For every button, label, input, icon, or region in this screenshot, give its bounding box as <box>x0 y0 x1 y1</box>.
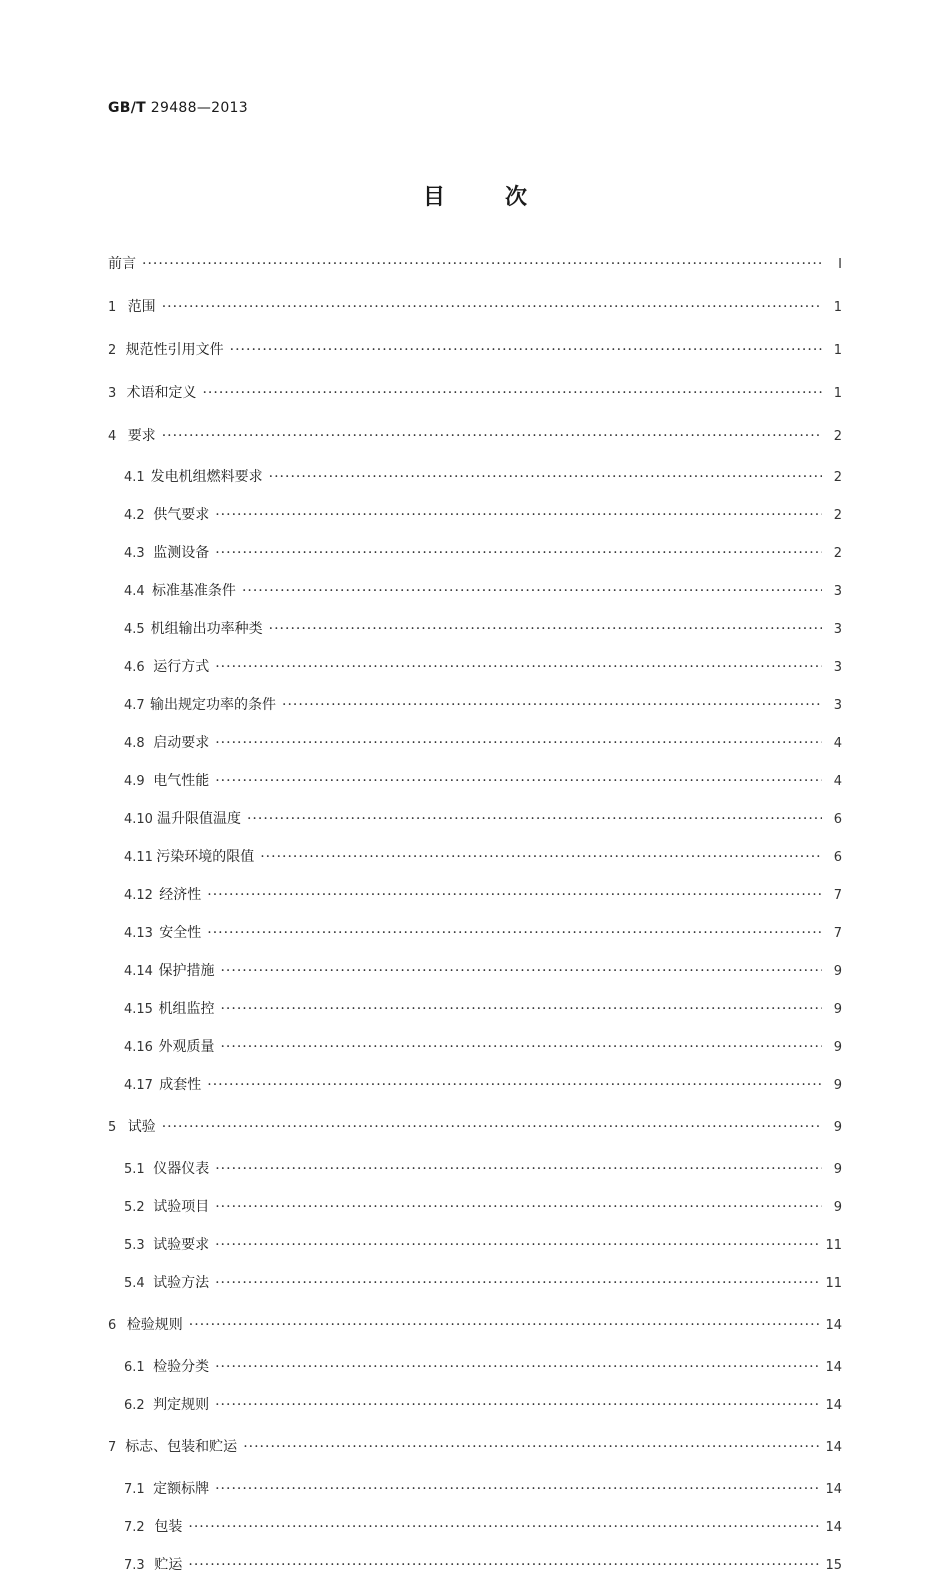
toc-entry-number: 4.11 <box>124 850 153 865</box>
dot-leader <box>269 471 822 483</box>
toc-entry-page: 9 <box>833 1078 842 1093</box>
toc-entry-page: 7 <box>833 888 842 903</box>
toc-entry-number: 4.2 <box>124 508 145 523</box>
toc-entry-label: 检验规则 <box>126 1317 183 1333</box>
toc-entry-number: 6 <box>108 1318 117 1333</box>
toc-entry[interactable] <box>108 1399 842 1412</box>
toc-entry-number: 4.9 <box>124 774 145 789</box>
toc-entry-page: 11 <box>825 1276 842 1291</box>
toc-entry-label: 包装 <box>154 1519 183 1535</box>
toc-entry-page: 6 <box>833 812 842 827</box>
dot-leader <box>220 965 822 977</box>
toc-entry[interactable] <box>108 430 842 443</box>
toc-entry[interactable] <box>108 1163 842 1176</box>
toc-entry-label: 运行方式 <box>153 659 210 675</box>
toc-entry-number: 6.2 <box>124 1398 145 1413</box>
toc-entry[interactable] <box>108 813 842 826</box>
toc-entry-number: 4 <box>108 429 117 444</box>
dot-leader <box>162 430 822 442</box>
toc-entry-number: 3 <box>108 386 117 401</box>
toc-entry-number: 4.5 <box>124 622 145 637</box>
toc-entry[interactable] <box>108 1361 842 1374</box>
toc-entry[interactable] <box>108 775 842 788</box>
toc-entry[interactable] <box>108 1201 842 1214</box>
dot-leader <box>189 1319 820 1331</box>
toc-entry[interactable] <box>108 509 842 522</box>
title-char-1: 目 <box>422 185 445 210</box>
toc-entry[interactable] <box>108 661 842 674</box>
standard-prefix: GB/T <box>108 100 147 116</box>
dot-leader <box>207 889 822 901</box>
toc-entry-label: 术语和定义 <box>126 385 197 401</box>
toc-entry-label: 供气要求 <box>153 507 210 523</box>
dot-leader <box>202 387 822 399</box>
toc-entry-label: 污染环境的限值 <box>156 849 255 865</box>
toc-entry-number: 4.6 <box>124 660 145 675</box>
toc-entry-page: 14 <box>825 1482 842 1497</box>
dot-leader <box>242 585 822 597</box>
toc-entry-page: 11 <box>825 1238 842 1253</box>
dot-leader <box>207 1079 822 1091</box>
toc-entry[interactable] <box>108 851 842 864</box>
toc-entry[interactable] <box>108 1277 842 1290</box>
toc-entry-number: 4.16 <box>124 1040 153 1055</box>
toc-entry-number: 4.10 <box>124 812 153 827</box>
toc-entry[interactable] <box>108 301 842 314</box>
toc-entry-page: 2 <box>833 546 842 561</box>
toc-entry-number: 7.2 <box>124 1520 145 1535</box>
dot-leader <box>220 1003 822 1015</box>
standard-code <box>108 100 248 116</box>
dot-leader <box>282 699 822 711</box>
toc-entry-label: 试验要求 <box>153 1237 210 1253</box>
toc-entry[interactable] <box>108 585 842 598</box>
toc-entry[interactable] <box>108 258 842 271</box>
toc-entry-label: 定额标牌 <box>153 1481 210 1497</box>
toc-entry-number: 5.2 <box>124 1200 145 1215</box>
toc-entry-page: 14 <box>825 1520 842 1535</box>
toc-entry-label: 监测设备 <box>153 545 210 561</box>
toc-entry-label: 试验 <box>127 1119 156 1135</box>
dot-leader <box>247 813 822 825</box>
toc-entry-label: 规范性引用文件 <box>125 342 224 358</box>
dot-leader <box>215 547 822 559</box>
dot-leader <box>188 1559 819 1571</box>
toc-entry-label: 试验项目 <box>153 1199 210 1215</box>
toc-entry-page: 9 <box>833 964 842 979</box>
dot-leader <box>215 737 822 749</box>
toc-entry-label: 范围 <box>127 299 156 315</box>
toc-entry-number: 4.13 <box>124 926 153 941</box>
toc-entry-page: 2 <box>833 470 842 485</box>
toc-entry-number: 4.14 <box>124 964 153 979</box>
toc-entry[interactable] <box>108 927 842 940</box>
toc-entry-label: 标志、包装和贮运 <box>125 1439 238 1455</box>
dot-leader <box>215 1361 819 1373</box>
toc-entry[interactable] <box>108 1319 842 1332</box>
dot-leader <box>188 1521 819 1533</box>
toc-entry-label: 贮运 <box>154 1557 183 1573</box>
toc-entry[interactable] <box>108 1521 842 1534</box>
toc-entry-page: 14 <box>825 1440 842 1455</box>
toc-entry-number: 5.3 <box>124 1238 145 1253</box>
toc-entry-label: 安全性 <box>159 925 202 941</box>
toc-entry-number: 6.1 <box>124 1360 145 1375</box>
toc-entry-number: 4.1 <box>124 470 145 485</box>
toc-entry-label: 输出规定功率的条件 <box>150 697 277 713</box>
toc-entry-label: 机组输出功率种类 <box>150 621 263 637</box>
toc-entry-page: 1 <box>833 386 842 401</box>
toc-entry-page: 2 <box>833 508 842 523</box>
toc-entry[interactable] <box>108 1239 842 1252</box>
toc-entry-label: 机组监控 <box>158 1001 215 1017</box>
toc-entry-page: 14 <box>825 1318 842 1333</box>
dot-leader <box>142 258 822 270</box>
dot-leader <box>215 1239 819 1251</box>
dot-leader <box>215 1163 822 1175</box>
toc-entry[interactable] <box>108 387 842 400</box>
toc-entry-page: Ⅰ <box>838 257 842 272</box>
dot-leader <box>260 851 822 863</box>
toc-entry-label: 电气性能 <box>153 773 210 789</box>
toc-entry-label: 要求 <box>127 428 156 444</box>
toc-entry-number: 7.3 <box>124 1558 145 1573</box>
toc-entry-number: 4.15 <box>124 1002 153 1017</box>
table-of-contents <box>108 258 842 1572</box>
toc-entry-label: 温升限值温度 <box>156 811 241 827</box>
toc-entry[interactable] <box>108 1079 842 1092</box>
toc-entry[interactable] <box>108 1559 842 1572</box>
dot-leader <box>215 775 822 787</box>
toc-entry[interactable] <box>108 699 842 712</box>
toc-entry-page: 3 <box>833 660 842 675</box>
toc-entry-number: 4.17 <box>124 1078 153 1093</box>
toc-entry-number: 2 <box>108 343 117 358</box>
toc-entry-label: 外观质量 <box>158 1039 215 1055</box>
toc-entry-label: 仪器仪表 <box>153 1161 210 1177</box>
dot-leader <box>230 344 822 356</box>
toc-entry-page: 4 <box>833 774 842 789</box>
toc-entry-label: 判定规则 <box>153 1397 210 1413</box>
toc-entry[interactable] <box>108 889 842 902</box>
dot-leader <box>162 1121 822 1133</box>
toc-entry-page: 3 <box>833 698 842 713</box>
toc-entry-number: 1 <box>108 300 117 315</box>
toc-entry-number: 5.1 <box>124 1162 145 1177</box>
title-char-2: 次 <box>505 185 528 210</box>
dot-leader <box>207 927 822 939</box>
toc-entry-number: 7 <box>108 1440 117 1455</box>
toc-entry-number: 4.8 <box>124 736 145 751</box>
toc-entry-page: 3 <box>833 622 842 637</box>
dot-leader <box>215 661 822 673</box>
toc-entry-number: 5.4 <box>124 1276 145 1291</box>
toc-entry-page: 9 <box>833 1120 842 1135</box>
toc-entry-page: 3 <box>833 584 842 599</box>
dot-leader <box>215 1399 819 1411</box>
toc-entry-number: 4.3 <box>124 546 145 561</box>
toc-entry[interactable] <box>108 1483 842 1496</box>
toc-entry[interactable] <box>108 1003 842 1016</box>
toc-entry-label: 发电机组燃料要求 <box>150 469 263 485</box>
toc-entry-label: 标准基准条件 <box>151 583 236 599</box>
toc-entry-label: 经济性 <box>159 887 202 903</box>
toc-entry-page: 9 <box>833 1002 842 1017</box>
toc-entry[interactable] <box>108 1441 842 1454</box>
toc-entry-page: 6 <box>833 850 842 865</box>
toc-entry-number: 4.7 <box>124 698 145 713</box>
toc-entry[interactable] <box>108 344 842 357</box>
dot-leader <box>215 1201 822 1213</box>
toc-entry-page: 2 <box>833 429 842 444</box>
dot-leader <box>243 1441 819 1453</box>
toc-entry-page: 7 <box>833 926 842 941</box>
dot-leader <box>269 623 822 635</box>
toc-entry-label: 保护措施 <box>158 963 215 979</box>
toc-entry[interactable] <box>108 1041 842 1054</box>
dot-leader <box>215 509 822 521</box>
toc-entry-page: 14 <box>825 1398 842 1413</box>
toc-entry[interactable] <box>108 547 842 560</box>
standard-number: 29488—2013 <box>150 100 248 116</box>
toc-entry-page: 9 <box>833 1200 842 1215</box>
toc-entry-page: 14 <box>825 1360 842 1375</box>
toc-entry[interactable] <box>108 623 842 636</box>
toc-entry-label: 启动要求 <box>153 735 210 751</box>
dot-leader <box>162 301 822 313</box>
toc-entry-number: 4.12 <box>124 888 153 903</box>
toc-entry-label: 成套性 <box>159 1077 202 1093</box>
dot-leader <box>215 1277 819 1289</box>
toc-entry-page: 9 <box>833 1040 842 1055</box>
dot-leader <box>215 1483 819 1495</box>
toc-entry-label: 前言 <box>108 256 136 272</box>
toc-entry-number: 5 <box>108 1120 117 1135</box>
toc-entry[interactable] <box>108 737 842 750</box>
toc-entry-page: 4 <box>833 736 842 751</box>
toc-entry[interactable] <box>108 1121 842 1134</box>
toc-entry-label: 试验方法 <box>153 1275 210 1291</box>
toc-entry-number: 4.4 <box>124 584 145 599</box>
toc-entry[interactable] <box>108 471 842 484</box>
dot-leader <box>220 1041 822 1053</box>
toc-entry-page: 1 <box>833 343 842 358</box>
toc-entry-number: 7.1 <box>124 1482 145 1497</box>
toc-entry[interactable] <box>108 965 842 978</box>
page-title <box>0 180 950 211</box>
toc-entry-page: 9 <box>833 1162 842 1177</box>
toc-entry-page: 15 <box>825 1558 842 1573</box>
toc-entry-label: 检验分类 <box>153 1359 210 1375</box>
toc-entry-page: 1 <box>833 300 842 315</box>
